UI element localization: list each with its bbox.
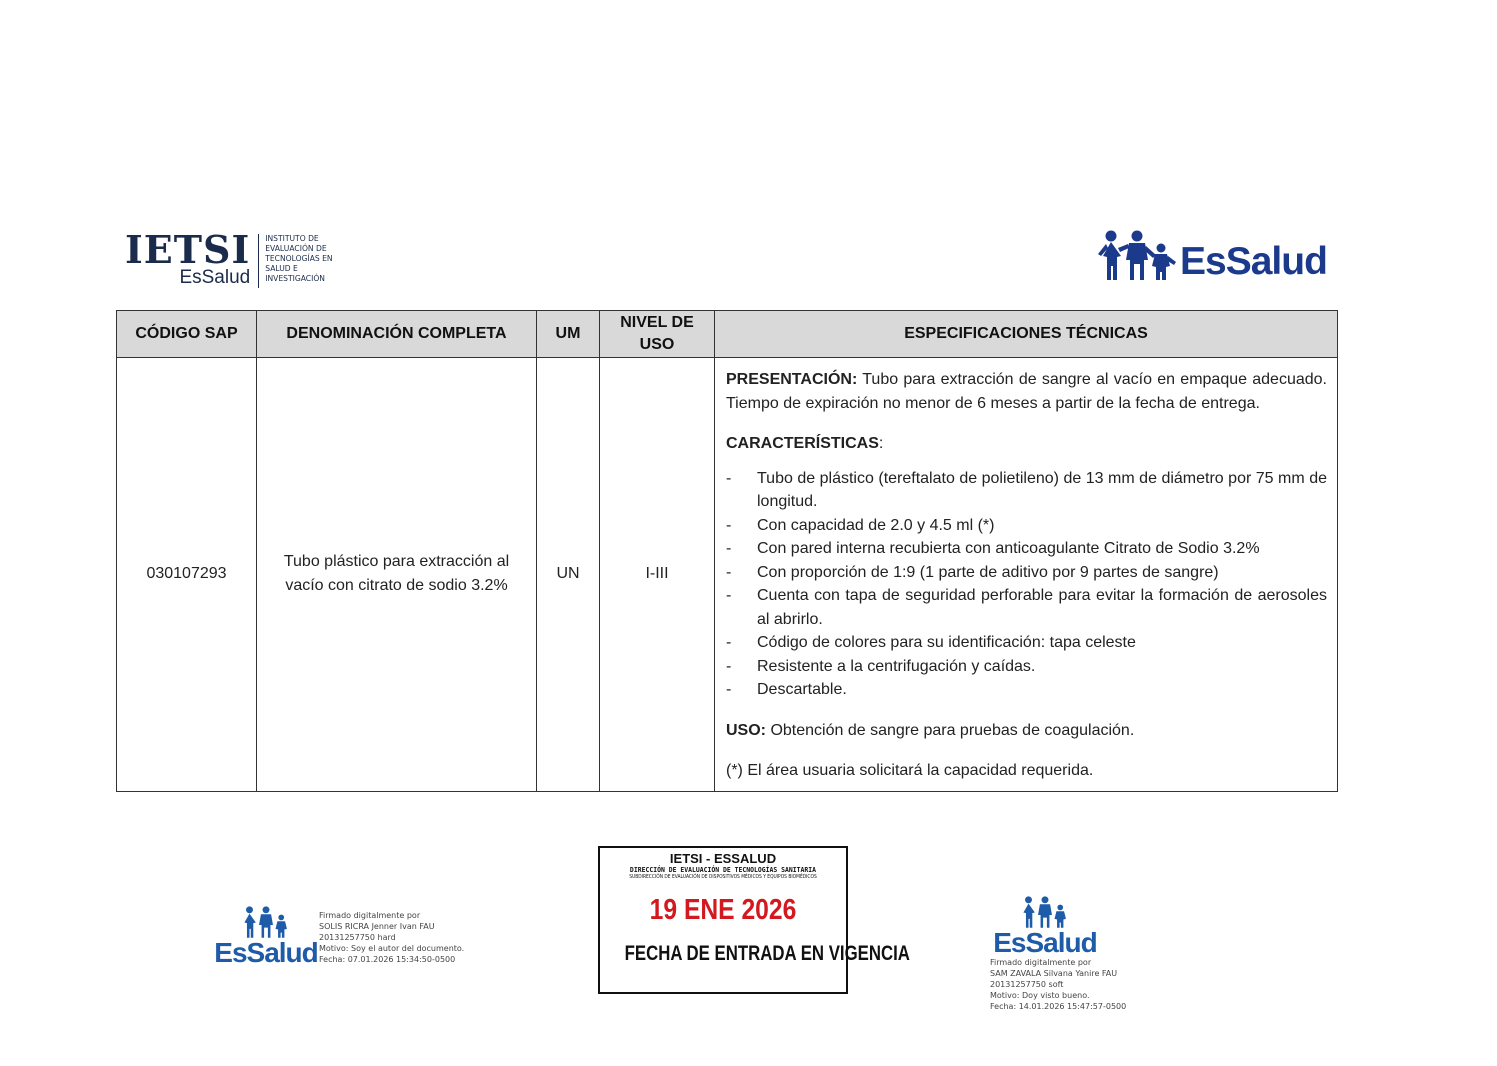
spec-table bbox=[116, 310, 1338, 792]
ietsi-logo bbox=[125, 227, 333, 292]
ietsi-mark bbox=[125, 227, 251, 288]
use-text: Obtención de sangre para pruebas de coagulación. bbox=[770, 721, 1135, 739]
use-label: USO: bbox=[726, 721, 766, 739]
signature-line: SAM ZAVALA Silvana Yanire FAU bbox=[990, 969, 1118, 978]
table-row bbox=[117, 358, 1338, 792]
ietsi-full-line: EVALUACIÓN DE bbox=[265, 244, 327, 253]
header-um: UM bbox=[537, 311, 600, 358]
cell-level: I-III bbox=[600, 358, 715, 792]
ietsi-full-name bbox=[265, 234, 332, 284]
characteristics-list bbox=[726, 467, 1327, 702]
family-icon bbox=[240, 906, 292, 939]
use-paragraph bbox=[726, 719, 1327, 743]
list-item: - Con pared interna recubierta con anticoagulante Citrato de Sodio 3.2% bbox=[726, 537, 1327, 561]
list-item: - Resistente a la centrifugación y caídas. bbox=[726, 655, 1327, 679]
capacity-note: (*) El área usuaria solicitará la capacidad requerida. bbox=[726, 762, 1094, 779]
signature-right-text bbox=[990, 957, 1126, 1012]
signature-left-text bbox=[319, 910, 464, 967]
essalud-logo bbox=[1098, 230, 1327, 282]
signature-line: Firmado digitalmente por bbox=[990, 958, 1092, 967]
signature-line: Firmado digitalmente por bbox=[319, 911, 421, 920]
cell-um: UN bbox=[537, 358, 600, 792]
list-item: - Con proporción de 1:9 (1 parte de aditivo por 9 partes de sangre) bbox=[726, 561, 1327, 585]
stamp-line1: DIRECCIÓN DE EVALUACIÓN DE TECNOLOGÍAS SANITARIA bbox=[629, 866, 817, 874]
presentation-paragraph bbox=[726, 368, 1327, 415]
presentation-text: Tubo para extracción de sangre al vacío en empaque adecuado. Tiempo de expiración no menor de 6 meses a partir de la fecha de entrega. bbox=[726, 371, 1327, 412]
header-name: DENOMINACIÓN COMPLETA bbox=[257, 311, 537, 358]
signature-line: SOLIS RICRA Jenner Ivan FAU bbox=[319, 922, 435, 931]
header-specs: ESPECIFICACIONES TÉCNICAS bbox=[715, 311, 1338, 358]
ietsi-word: IETSI bbox=[125, 227, 251, 272]
signature-line: Fecha: 07.01.2026 15:34:50-0500 bbox=[319, 955, 456, 964]
header-level-line2: USO bbox=[639, 336, 675, 353]
family-icon bbox=[1019, 896, 1071, 929]
stamp-caption: FECHA DE ENTRADA EN VIGENCIA bbox=[624, 942, 910, 965]
table-header-row bbox=[117, 311, 1338, 358]
signature-right bbox=[990, 896, 1126, 1012]
signature-right-logo bbox=[990, 896, 1100, 957]
signature-left bbox=[214, 906, 465, 968]
family-icon bbox=[1098, 230, 1176, 282]
ietsi-full-line: SALUD E bbox=[265, 264, 298, 273]
ietsi-sub: EsSalud bbox=[179, 267, 251, 288]
signature-left-brand: EsSalud bbox=[214, 937, 318, 968]
signature-line: Motivo: Doy visto bueno. bbox=[990, 991, 1090, 1000]
signature-line: 20131257750 soft bbox=[990, 980, 1064, 989]
header-level bbox=[600, 311, 715, 358]
header-code: CÓDIGO SAP bbox=[117, 311, 257, 358]
signature-line: Fecha: 14.01.2026 15:47:57-0500 bbox=[990, 1002, 1127, 1011]
stamp-title: IETSI - ESSALUD bbox=[669, 851, 777, 866]
header-level-line1: NIVEL DE bbox=[620, 314, 694, 331]
presentation-label: PRESENTACIÓN: bbox=[726, 371, 858, 388]
signature-line: Motivo: Soy el autor del documento. bbox=[319, 944, 465, 953]
cell-name: Tubo plástico para extracción al vacío con citrato de sodio 3.2% bbox=[257, 358, 537, 792]
list-item: - Cuenta con tapa de seguridad perforable para evitar la formación de aerosoles al abrirlo. bbox=[726, 584, 1327, 631]
stamp-date: 19 ENE 2026 bbox=[649, 894, 797, 926]
cell-specs bbox=[715, 358, 1338, 792]
ietsi-divider bbox=[258, 234, 259, 288]
signature-left-logo bbox=[214, 906, 318, 968]
stamp-line2: SUBDIRECCIÓN DE EVALUACIÓN DE DISPOSITIVOS MÉDICOS Y EQUIPOS BIOMÉDICOS bbox=[629, 874, 817, 880]
ietsi-full-line: INSTITUTO DE bbox=[265, 234, 319, 243]
ietsi-full-line: INVESTIGACIÓN bbox=[265, 274, 325, 283]
cell-code: 030107293 bbox=[117, 358, 257, 792]
list-item: - Código de colores para su identificación: tapa celeste bbox=[726, 631, 1327, 655]
characteristics-label: CARACTERÍSTICAS bbox=[726, 435, 879, 452]
validity-stamp bbox=[598, 846, 910, 994]
characteristics-heading bbox=[726, 432, 1327, 456]
list-item: - Con capacidad de 2.0 y 4.5 ml (*) bbox=[726, 514, 1327, 538]
list-item: - Tubo de plástico (tereftalato de polietileno) de 13 mm de diámetro por 75 mm de longitud. bbox=[726, 467, 1327, 514]
signature-line: 20131257750 hard bbox=[319, 933, 396, 942]
essalud-brand: EsSalud bbox=[1180, 240, 1327, 283]
ietsi-full-line: TECNOLOGÍAS EN bbox=[265, 254, 333, 263]
list-item: - Descartable. bbox=[726, 678, 1327, 702]
characteristics-colon: : bbox=[878, 435, 884, 452]
signature-right-brand: EsSalud bbox=[993, 927, 1097, 958]
